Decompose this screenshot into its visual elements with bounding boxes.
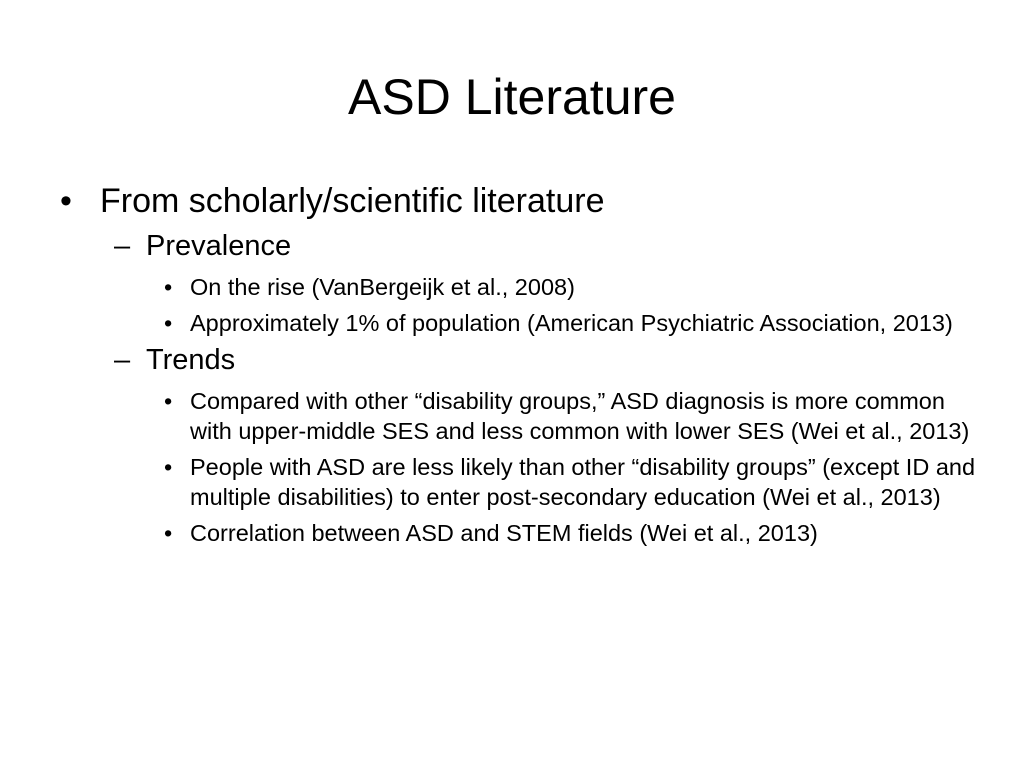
bullet-text: From scholarly/scientific literature bbox=[100, 182, 605, 220]
subheading-prevalence bbox=[56, 226, 976, 266]
subheading-text: Trends bbox=[146, 344, 236, 376]
list-item bbox=[56, 518, 976, 548]
bullet-dot-icon: • bbox=[164, 454, 173, 480]
list-item-text: On the rise (VanBergeijk et al., 2008) bbox=[190, 274, 575, 300]
list-item bbox=[56, 386, 976, 446]
bullet-dot-icon: • bbox=[164, 520, 173, 546]
dash-icon: – bbox=[114, 230, 131, 262]
bullet-dot-icon: • bbox=[164, 388, 173, 414]
bullet-dot-icon: • bbox=[164, 310, 173, 336]
bullet-dot-icon: • bbox=[164, 274, 173, 300]
subheading-trends bbox=[56, 340, 976, 380]
subheading-text: Prevalence bbox=[146, 230, 292, 262]
list-item bbox=[56, 272, 976, 302]
list-item-text: Approximately 1% of population (American Psychiatric Association, 2013) bbox=[190, 310, 953, 336]
dash-icon: – bbox=[114, 344, 131, 376]
list-item-text: Correlation between ASD and STEM fields (Wei et al., 2013) bbox=[190, 520, 818, 546]
list-item bbox=[56, 452, 976, 512]
list-item bbox=[56, 308, 976, 338]
slide-title: ASD Literature bbox=[348, 69, 676, 125]
bullet-level1 bbox=[56, 178, 976, 224]
slide-body bbox=[56, 178, 976, 548]
list-item-text: People with ASD are less likely than other “disability groups” (except ID and multiple disabilities) to enter post-secondary education (Wei et al., 2013) bbox=[190, 454, 976, 510]
list-item-text: Compared with other “disability groups,” ASD diagnosis is more common with upper-middle SES and less common with lower SES (Wei et al., 2013) bbox=[190, 388, 970, 444]
bullet-dot-icon: • bbox=[60, 182, 72, 220]
